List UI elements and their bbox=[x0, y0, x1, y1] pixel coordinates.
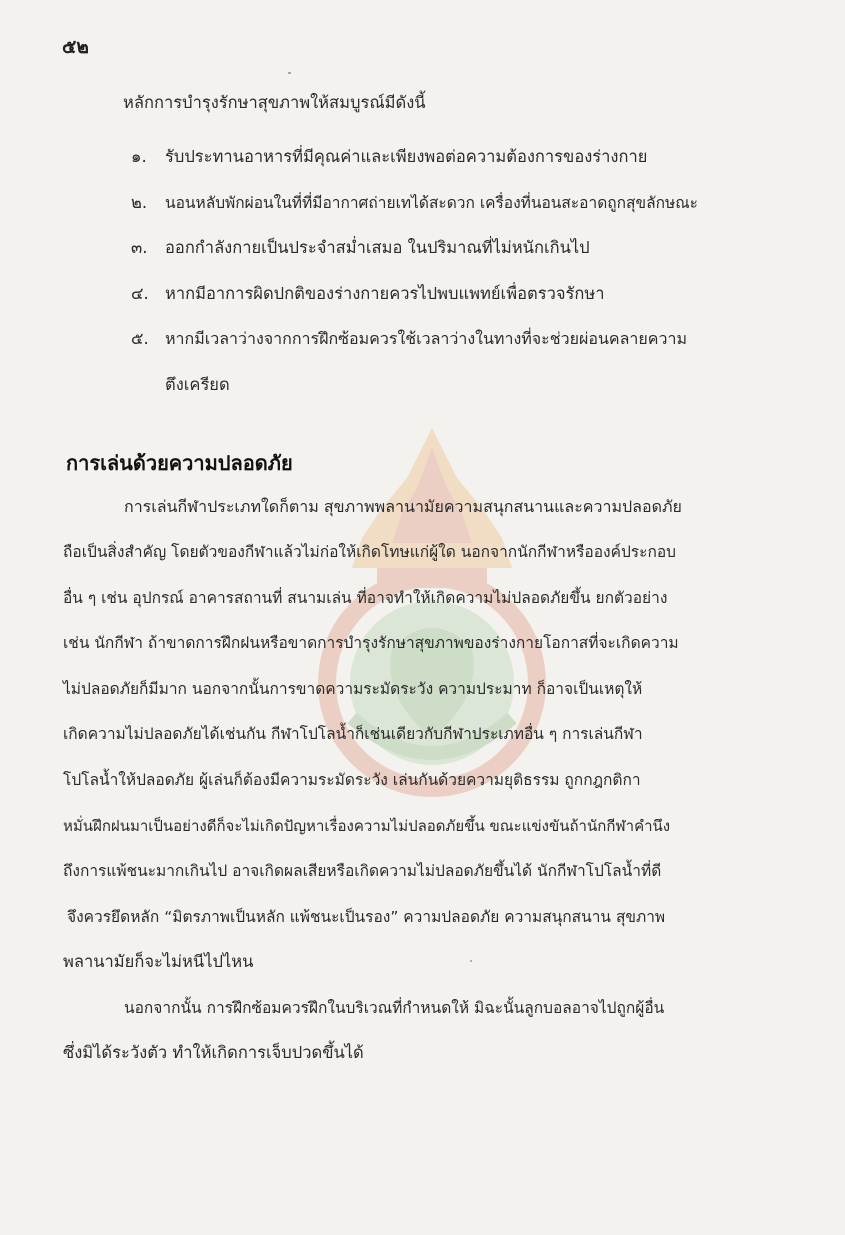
list-item-text: นอนหลับพักผ่อนในที่ที่มีอากาศถ่ายเทได้สะดวก เครื่องที่นอนสะอาดถูกสุขลักษณะ bbox=[165, 194, 698, 212]
list-item-number: ๕. bbox=[131, 329, 149, 348]
paragraph-line: พลานามัยก็จะไม่หนีไปไหน bbox=[63, 952, 254, 971]
list-item-text: หากมีอาการผิดปกติของร่างกายควรไปพบแพทย์เพื่อตรวจรักษา bbox=[165, 284, 605, 303]
list-item-continuation: ตึงเครียด bbox=[165, 375, 230, 394]
paragraph-line: จึงควรยึดหลัก “มิตรภาพเป็นหลัก แพ้ชนะเป็นรอง” ความปลอดภัย ความสนุกสนาน สุขภาพ bbox=[67, 908, 666, 926]
list-item-number: ๑. bbox=[131, 147, 147, 166]
list-item-text: รับประทานอาหารที่มีคุณค่าและเพียงพอต่อความต้องการของร่างกาย bbox=[165, 147, 648, 166]
list-item-number: ๒. bbox=[131, 193, 148, 212]
scan-speck bbox=[288, 72, 291, 74]
paragraph-line: ซึ่งมิได้ระวังตัว ทำให้เกิดการเจ็บปวดขึ้นได้ bbox=[63, 1043, 364, 1062]
page-number: ๕๒ bbox=[62, 36, 89, 58]
section-heading: การเล่นด้วยความปลอดภัย bbox=[66, 451, 293, 475]
paragraph-line: ถือเป็นสิ่งสำคัญ โดยตัวของกีฬาแล้วไม่ก่อให้เกิดโทษแก่ผู้ใด นอกจากนักกีฬาหรือองค์ประกอบ bbox=[63, 543, 676, 561]
intro-text: หลักการบำรุงรักษาสุขภาพให้สมบูรณ์มีดังนี้ bbox=[123, 93, 426, 112]
paragraph-line: โปโลน้ำให้ปลอดภัย ผู้เล่นก็ต้องมีความระมัดระวัง เล่นกันด้วยความยุติธรรม ถูกกฎกติกา bbox=[63, 771, 641, 789]
paragraph-line: การเล่นกีฬาประเภทใดก็ตาม สุขภาพพลานามัยความสนุกสนานและความปลอดภัย bbox=[124, 497, 682, 516]
paragraph-line: เกิดความไม่ปลอดภัยได้เช่นกัน กีฬาโปโลน้ำก็เช่นเดียวกับกีฬาประเภทอื่น ๆ การเล่นกีฬา bbox=[63, 725, 643, 743]
paragraph-line: ไม่ปลอดภัยก็มีมาก นอกจากนั้นการขาดความระมัดระวัง ความประมาท ก็อาจเป็นเหตุให้ bbox=[63, 680, 643, 698]
paragraph-line: ถึงการแพ้ชนะมากเกินไป อาจเกิดผลเสียหรือเกิดความไม่ปลอดภัยขึ้นได้ นักกีฬาโปโลน้ำที่ดี bbox=[63, 862, 662, 880]
emblem-watermark-icon bbox=[282, 418, 582, 818]
paragraph-line: อื่น ๆ เช่น อุปกรณ์ อาคารสถานที่ สนามเล่น ที่อาจทำให้เกิดความไม่ปลอดภัยขึ้น ยกตัวอย่าง bbox=[63, 589, 668, 607]
list-item-text: หากมีเวลาว่างจากการฝึกซ้อมควรใช้เวลาว่างในทางที่จะช่วยผ่อนคลายความ bbox=[165, 329, 687, 348]
scan-speck bbox=[470, 960, 472, 962]
list-item-number: ๔. bbox=[131, 284, 149, 303]
list-item-number: ๓. bbox=[131, 238, 148, 257]
paragraph-line: นอกจากนั้น การฝึกซ้อมควรฝึกในบริเวณที่กำหนดให้ มิฉะนั้นลูกบอลอาจไปถูกผู้อื่น bbox=[124, 999, 665, 1017]
list-item-text: ออกกำลังกายเป็นประจำสม่ำเสมอ ในปริมาณที่ไม่หนักเกินไป bbox=[165, 238, 590, 257]
paragraph-line: เช่น นักกีฬา ถ้าขาดการฝึกฝนหรือขาดการบำรุงรักษาสุขภาพของร่างกายโอกาสที่จะเกิดความ bbox=[63, 634, 679, 652]
paragraph-line: หมั่นฝึกฝนมาเป็นอย่างดีก็จะไม่เกิดปัญหาเรื่องความไม่ปลอดภัยขึ้น ขณะแข่งขันถ้านักกีฬาคำนึง bbox=[63, 817, 671, 835]
